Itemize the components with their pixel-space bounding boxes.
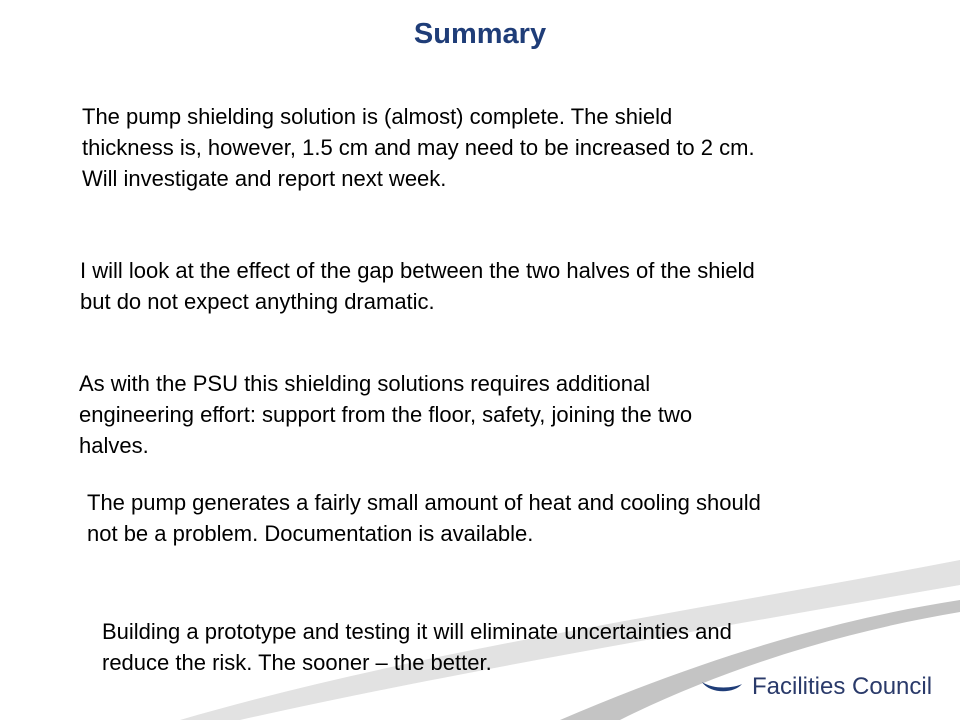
paragraph-line: Building a prototype and testing it will eliminate uncertainties and [102,619,732,644]
paragraph-line: thickness is, however, 1.5 cm and may need to be increased to 2 cm. [82,135,755,160]
paragraph-line: halves. [79,433,149,458]
paragraph-engineering-effort [79,368,939,461]
slide-title: Summary [413,18,547,50]
paragraph-line: not be a problem. Documentation is available. [87,521,534,546]
paragraph-heat-cooling [87,487,947,549]
organization-logo-icon [700,660,744,694]
paragraph-line: Will investigate and report next week. [82,166,447,191]
paragraph-pump-shielding [82,101,942,194]
paragraph-line: The pump generates a fairly small amount of heat and cooling should [87,490,761,515]
paragraph-line: reduce the risk. The sooner – the better. [102,650,492,675]
paragraph-gap-effect [80,255,940,317]
paragraph-line: As with the PSU this shielding solutions requires additional [79,371,651,396]
logo-text: Facilities Council [752,673,933,700]
paragraph-prototype [102,616,922,678]
paragraph-line: but do not expect anything dramatic. [80,289,435,314]
paragraph-line: engineering effort: support from the floor, safety, joining the two [79,402,693,427]
paragraph-line: I will look at the effect of the gap between the two halves of the shield [80,258,755,283]
paragraph-line: The pump shielding solution is (almost) complete. The shield [82,104,673,129]
